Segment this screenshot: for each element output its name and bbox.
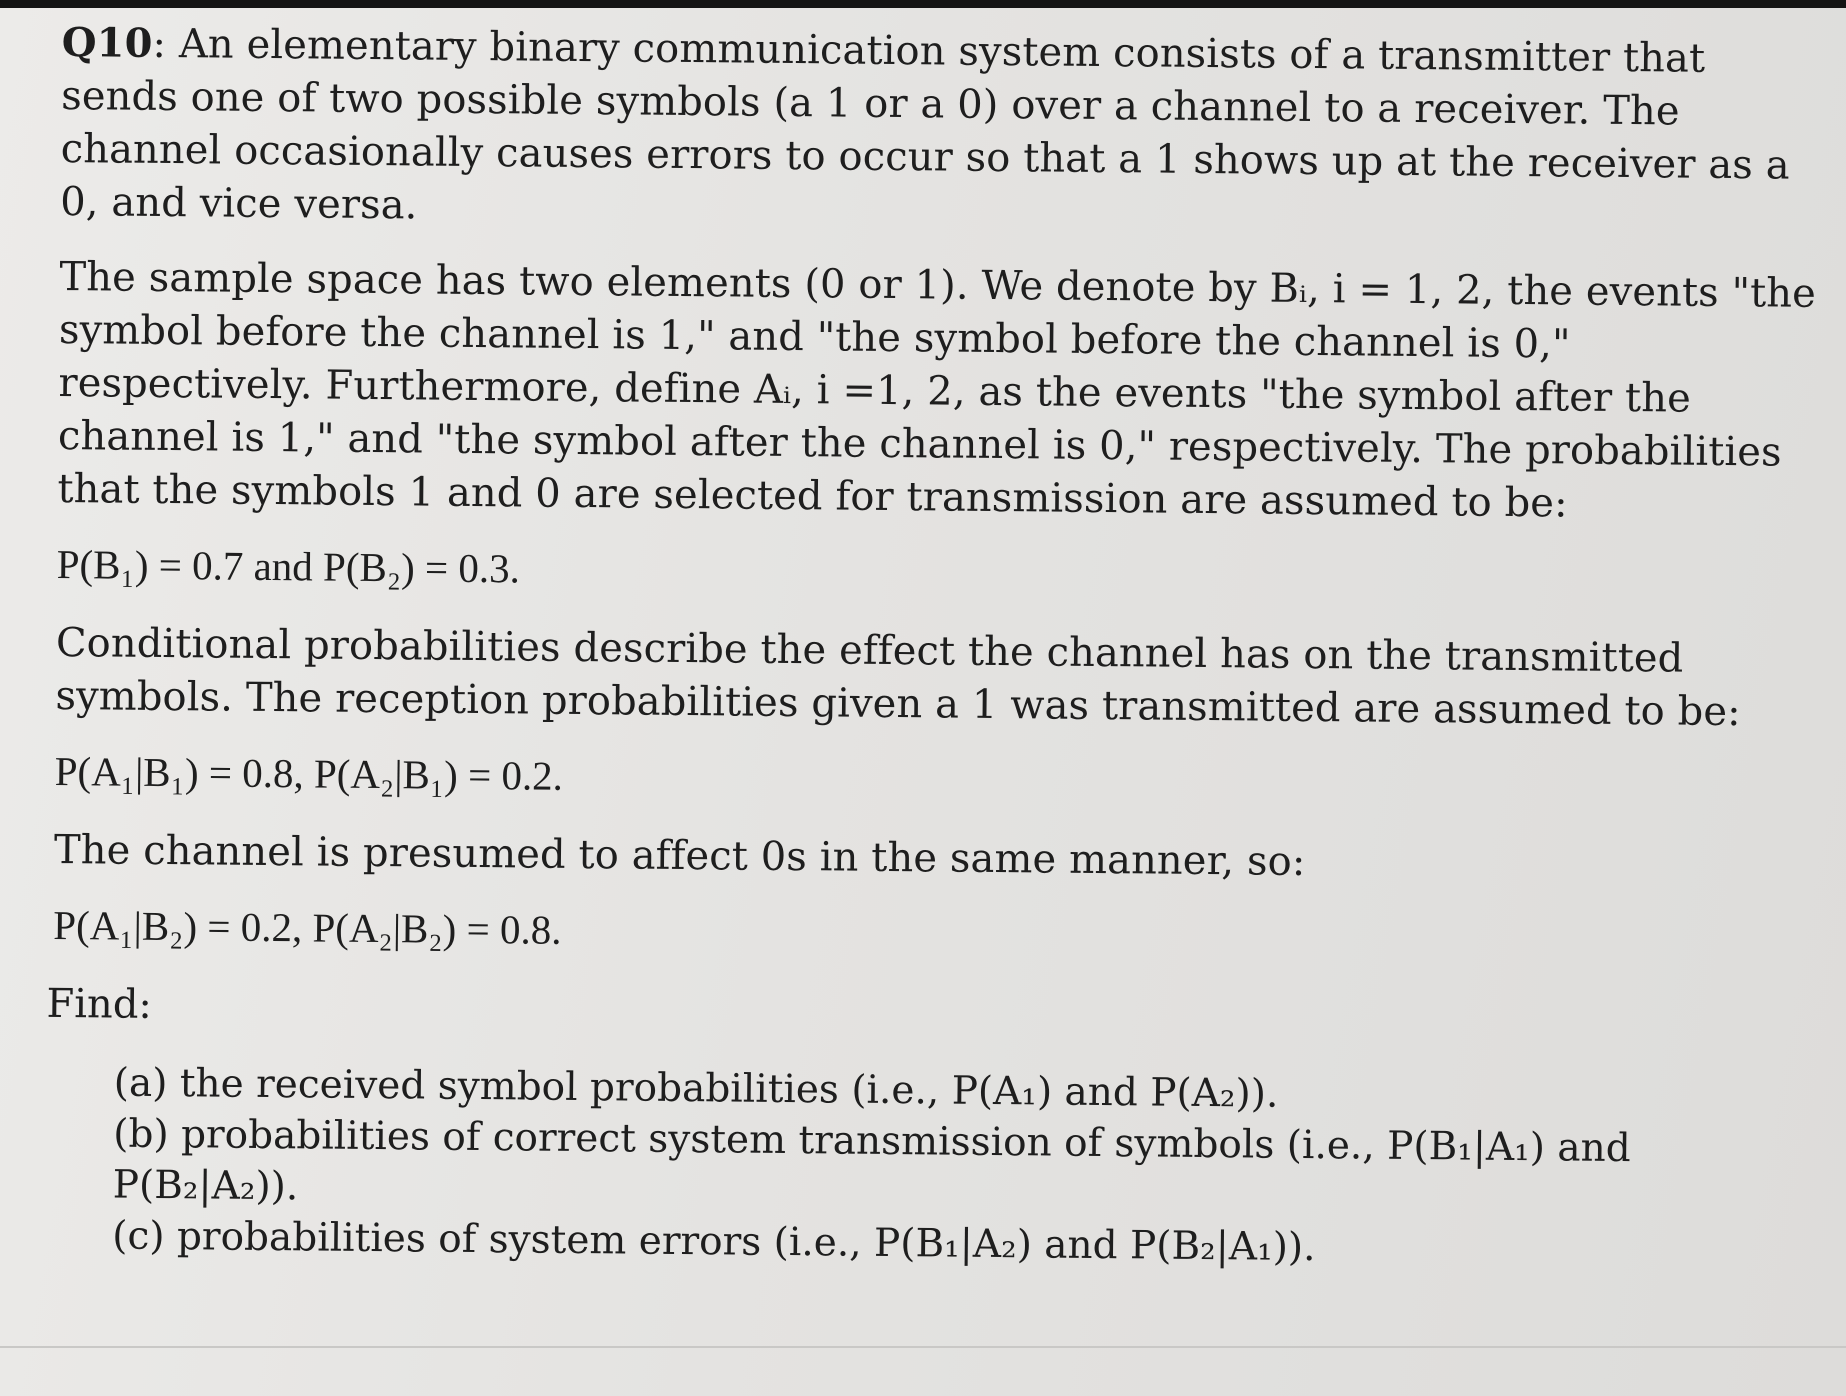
find-items-list xyxy=(112,1058,1812,1278)
find-item-a: (a) the received symbol probabilities (i.e., P(A₁) and P(A₂)). xyxy=(113,1060,1279,1117)
bottom-divider xyxy=(0,1346,1846,1348)
prior-probabilities-equation: P(B₁) = 0.7 and P(B₂) = 0.3. xyxy=(56,540,521,592)
reception-given-zero-equation: P(A₁|B₂) = 0.2, P(A₂|B₂) = 0.8. xyxy=(53,901,562,953)
top-edge-bar xyxy=(0,0,1846,8)
find-item-b: (b) probabilities of correct system transmission of symbols (i.e., P(B₁|A₁) and P(B₂|A₂)). xyxy=(112,1111,1631,1210)
find-item-c: (c) probabilities of system errors (i.e., P(B₁|A₂) and P(B₂|A₁)). xyxy=(112,1213,1316,1271)
find-label: Find: xyxy=(46,980,153,1028)
question-content xyxy=(46,16,1822,1278)
conditional-probabilities-paragraph: Conditional probabilities describe the effect the channel has on the transmitted symbols. The reception probabilities given a 1 was transmitted are assumed to be: xyxy=(55,619,1741,736)
question-label: Q10 xyxy=(61,18,153,67)
question-intro-paragraph xyxy=(60,16,1822,246)
sample-space-paragraph: The sample space has two elements (0 or 1). We denote by Bᵢ, i = 1, 2, the events "the symbol before the channel is 1," and "the symbol before the channel is 0," respectively. Furthermore, define Aᵢ, i =1, 2, as the events "the symbol after the channel is 1," and "the symbol after the channel is 0," respectively. The probabilities that the symbols 1 and 0 are selected for transmission are assumed to be: xyxy=(57,253,1817,527)
reception-given-one-equation: P(A₁|B₁) = 0.8, P(A₂|B₁) = 0.2. xyxy=(54,747,564,799)
channel-presumption-paragraph: The channel is presumed to affect 0s in the same manner, so: xyxy=(53,826,1306,885)
question-intro-text: : An elementary binary communication system consists of a transmitter that sends one of two possible symbols (a 1 or a 0) over a channel to a receiver. The channel occasionally causes errors to occur so that a 1 shows up at the receiver as a 0, and vice versa. xyxy=(59,20,1790,229)
